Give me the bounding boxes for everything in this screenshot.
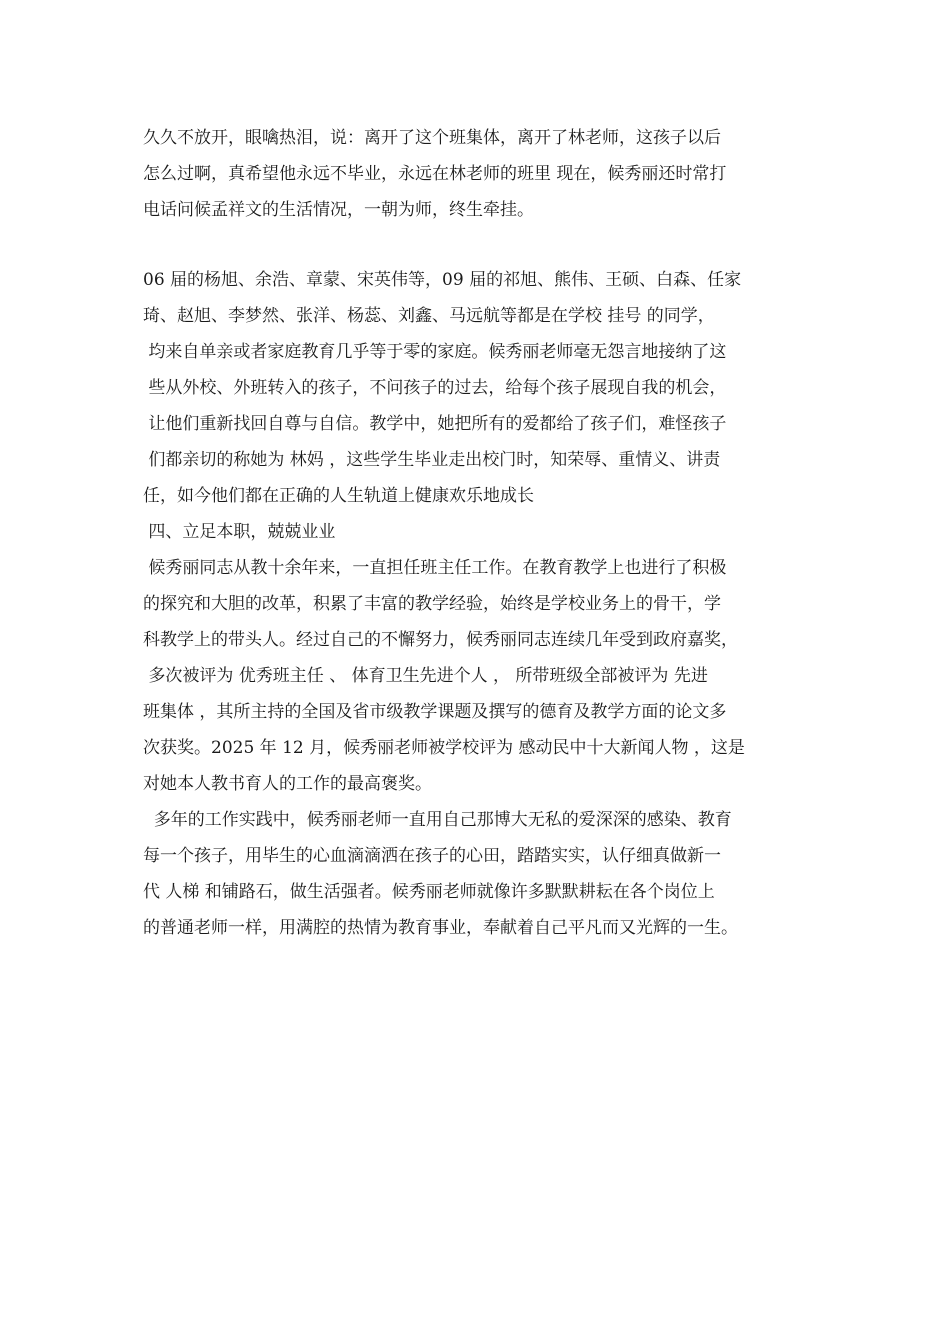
section-heading: 四、立足本职，兢兢业业 <box>143 522 336 542</box>
text-line: 久久不放开，眼噙热泪，说：离开了这个班集体，离开了林老师，这孩子以后 <box>143 128 721 148</box>
text-line: 多次被评为 优秀班主任 、 体育卫生先进个人 ， 所带班级全部被评为 先进 <box>143 666 708 686</box>
paragraph-1 <box>143 120 813 228</box>
text-line: 电话问候孟祥文的生活情况，一朝为师，终生牵挂。 <box>143 200 534 220</box>
text-line: 对她本人教书育人的工作的最高褒奖。 <box>143 774 432 794</box>
text-line: 的普通老师一样，用满腔的热情为教育事业，奉献着自己平凡而又光辉的一生。 <box>143 918 738 938</box>
text-line: 些从外校、外班转入的孩子，不问孩子的过去，给每个孩子展现自我的机会， <box>143 378 727 398</box>
text-line: 班集体 ，其所主持的全国及省市级教学课题及撰写的德育及教学方面的论文多 <box>143 702 727 722</box>
text-line: 多年的工作实践中，候秀丽老师一直用自己那博大无私的爱深深的感染、教育 <box>143 810 732 830</box>
text-line: 琦、赵旭、李梦然、张洋、杨蕊、刘鑫、马远航等都是在学校 挂号 的同学， <box>143 306 715 326</box>
text-line: 代 人梯 和铺路石，做生活强者。候秀丽老师就像许多默默耕耘在各个岗位上 <box>143 882 715 902</box>
text-line: 每一个孩子，用毕生的心血滴滴洒在孩子的心田，踏踏实实，认仔细真做新一 <box>143 846 721 866</box>
text-line: 均来自单亲或者家庭教育几乎等于零的家庭。候秀丽老师毫无怨言地接纳了这 <box>143 342 727 362</box>
text-line: 的探究和大胆的改革，积累了丰富的教学经验，始终是学校业务上的骨干，学 <box>143 594 721 614</box>
text-line: 们都亲切的称她为 林妈 ，这些学生毕业走出校门时，知荣辱、重情义、讲责 <box>143 450 721 470</box>
text-line: 候秀丽同志从教十余年来，一直担任班主任工作。在教育教学上也进行了积极 <box>143 558 727 578</box>
text-line: 任，如今他们都在正确的人生轨道上健康欢乐地成长 <box>143 486 534 506</box>
text-line: 怎么过啊，真希望他永远不毕业，永远在林老师的班里 现在，候秀丽还时常打 <box>143 164 727 184</box>
text-line: 06 届的杨旭、余浩、章蒙、宋英伟等，09 届的祁旭、熊伟、王硕、白森、任家 <box>143 270 742 290</box>
paragraph-2 <box>143 262 813 946</box>
text-line: 次获奖。2025 年 12 月，候秀丽老师被学校评为 感动民中十大新闻人物 ，这是 <box>143 738 745 758</box>
text-line: 科教学上的带头人。经过自己的不懈努力，候秀丽同志连续几年受到政府嘉奖， <box>143 630 738 650</box>
text-line: 让他们重新找回自尊与自信。教学中，她把所有的爱都给了孩子们，难怪孩子 <box>143 414 727 434</box>
